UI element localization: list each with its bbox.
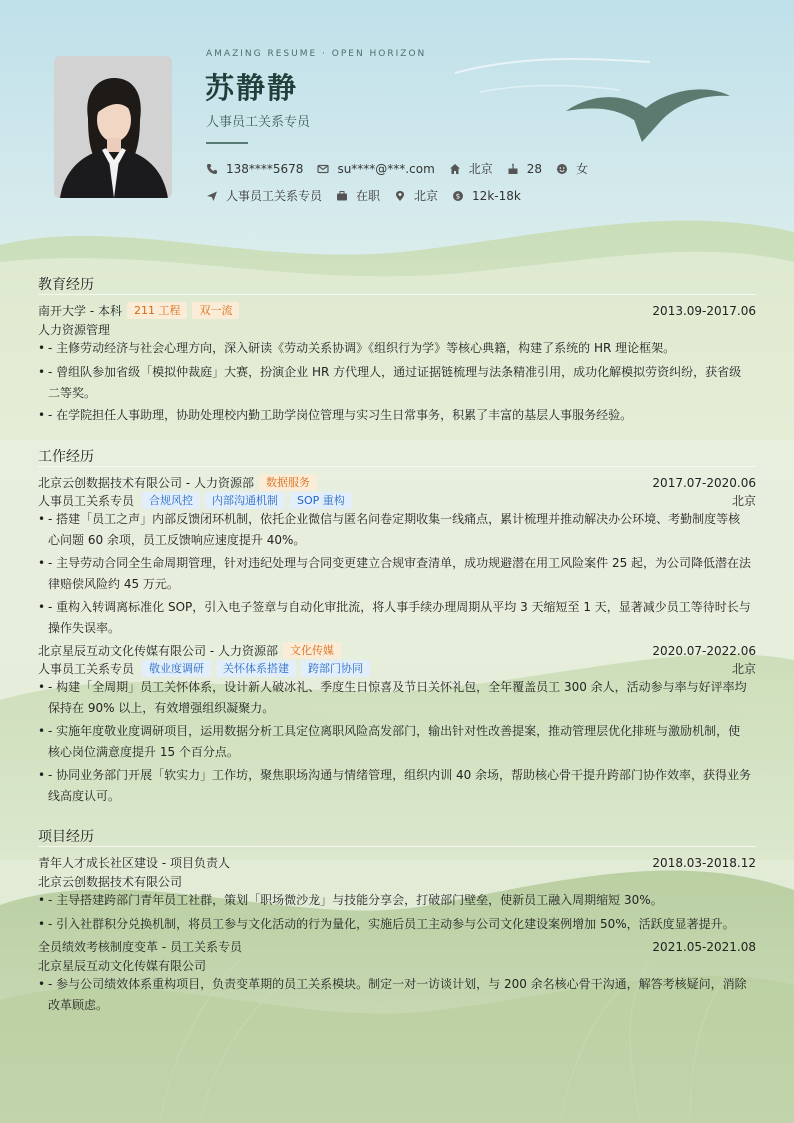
mail-icon <box>317 163 329 175</box>
phone-info <box>206 162 303 176</box>
job-role-row <box>38 492 756 509</box>
job-dates: 2020.07-2022.06 <box>652 643 756 658</box>
job-location: 北京 <box>731 662 756 676</box>
gender-info <box>556 160 588 177</box>
school-tag: 211 工程 <box>127 302 188 319</box>
phone-number: 138****5678 <box>226 161 304 176</box>
work-section-title: 工作经历 <box>38 449 94 465</box>
education-bullet: • - 在学院担任人事助理，协助处理校内勤工助学岗位管理与实习生日常事务，积累了丰富的基层人事服务经验。 <box>38 408 633 422</box>
position-info <box>206 187 322 204</box>
briefcase-icon <box>336 190 348 202</box>
skill-tag: 关怀体系搭建 <box>216 660 296 677</box>
projects-divider <box>38 846 756 847</box>
education-section-title: 教育经历 <box>38 277 94 293</box>
education-dates: 2013.09-2017.06 <box>652 303 756 318</box>
status-info <box>336 187 380 204</box>
coin-icon <box>452 190 464 202</box>
project-dates: 2021.05-2021.08 <box>652 939 756 954</box>
salary-range: 12k-18k <box>472 188 521 203</box>
job-header <box>38 474 756 491</box>
education-bullet: • - 曾组队参加省级「模拟仲裁庭」大赛，扮演企业 HR 方代理人，通过证据链梳理与法条精准引用，成功化解模拟劳资纠纷，获省级二等奖。 <box>38 365 742 400</box>
job-bullet: • - 构建「全周期」员工关怀体系，设计新人破冰礼、季度生日惊喜及节日关怀礼包，全年覆盖员工 300 余人，活动参与率与好评率均保持在 90% 以上，有效增强组织凝聚力。 <box>38 680 747 715</box>
city-info <box>449 160 493 177</box>
candidate-title: 人事员工关系专员 <box>206 115 311 130</box>
job-bullet: • - 主导劳动合同全生命周期管理，针对违纪处理与合同变更建立合规审查清单，成功规避潜在用工风险案件 25 起，为公司降低潜在法律赔偿风险约 45 万元。 <box>38 556 752 591</box>
home-icon <box>449 163 461 175</box>
face-icon <box>556 163 568 175</box>
target-position: 人事员工关系专员 <box>226 189 323 203</box>
skill-tag: 跨部门协同 <box>301 660 370 677</box>
email-address: su****@***.com <box>337 161 435 176</box>
project-header <box>38 938 756 955</box>
job-intent-row <box>206 187 535 204</box>
location-pin-icon <box>394 190 406 202</box>
education-header <box>38 302 756 319</box>
project-org: 北京云创数据技术有限公司 <box>38 875 183 889</box>
project-name: 全员绩效考核制度变革 - 员工关系专员 <box>38 940 242 954</box>
target-city: 北京 <box>414 189 439 203</box>
project-dates: 2018.03-2018.12 <box>652 855 756 870</box>
job-bullet: • - 协同业务部门开展「软实力」工作坊，聚焦职场沟通与情绪管理，组织内训 40 余场，帮助核心骨干提升跨部门协作效率，获得业务线高度认可。 <box>38 768 752 803</box>
target-city-info <box>394 187 438 204</box>
skill-tag: 敬业度调研 <box>142 660 211 677</box>
phone-icon <box>206 163 218 175</box>
salary-info <box>452 189 521 203</box>
skill-tag: 内部沟通机制 <box>205 492 285 509</box>
job-role: 人事员工关系专员 <box>38 494 135 508</box>
email-info <box>317 162 434 176</box>
job-dates: 2017.07-2020.06 <box>652 475 756 490</box>
industry-tag: 数据服务 <box>259 474 317 491</box>
projects-section-title: 项目经历 <box>38 829 94 845</box>
project-name: 青年人才成长社区建设 - 项目负责人 <box>38 856 230 870</box>
company-name: 北京云创数据技术有限公司 - 人力资源部 <box>38 476 254 490</box>
job-header <box>38 642 756 659</box>
company-name: 北京星辰互动文化传媒有限公司 - 人力资源部 <box>38 644 278 658</box>
project-header <box>38 854 756 871</box>
school-tag: 双一流 <box>192 302 239 319</box>
work-divider <box>38 466 756 467</box>
project-bullet: • - 参与公司绩效体系重构项目，负责变革期的员工关系模块。制定一对一访谈计划，与 200 余名核心骨干沟通，解答考核疑问，消除改革顾虑。 <box>38 977 747 1012</box>
project-org: 北京星辰互动文化传媒有限公司 <box>38 959 207 973</box>
job-location: 北京 <box>731 494 756 508</box>
project-bullet: • - 引入社群积分兑换机制，将员工参与文化活动的行为量化，实施后员工主动参与公司文化建设案例增加 50%，活跃度显著提升。 <box>38 917 735 931</box>
job-bullet: • - 搭建「员工之声」内部反馈闭环机制，依托企业微信与匿名问卷定期收集一线痛点，累计梳理并推动解决办公环境、考勤制度等核心问题 60 余项，员工反馈响应速度提升 40%。 <box>38 512 741 547</box>
header-tagline: AMAZING RESUME · OPEN HORIZON <box>206 49 427 59</box>
candidate-name: 苏静静 <box>205 71 299 105</box>
city-value: 北京 <box>468 162 493 176</box>
skill-tag: 合规风控 <box>142 492 200 509</box>
job-role: 人事员工关系专员 <box>38 662 135 676</box>
age-info <box>507 162 542 176</box>
job-bullet: • - 实施年度敬业度调研项目，运用数据分析工具定位离职风险高发部门，输出针对性改善提案，推动管理层优化排班与激励机制，使核心岗位满意度提升 15 个百分点。 <box>38 724 741 759</box>
industry-tag: 文化传媒 <box>283 642 341 659</box>
profile-photo <box>54 56 172 198</box>
education-bullet: • - 主修劳动经济与社会心理方向，深入研读《劳动关系协调》《组织行为学》等核心典籍，构建了系统的 HR 理论框架。 <box>38 341 676 355</box>
contact-row <box>206 160 602 177</box>
gender-value: 女 <box>576 162 589 176</box>
job-role-row <box>38 660 756 677</box>
education-divider <box>38 294 756 295</box>
svg-text:$: $ <box>455 192 461 201</box>
job-bullet: • - 重构入转调离标准化 SOP，引入电子签章与自动化审批流，将人事手续办理周期从平均 3 天缩短至 1 天，显著减少员工等待时长与操作失误率。 <box>38 600 751 635</box>
age-value: 28 <box>526 161 543 176</box>
employment-status: 在职 <box>356 189 381 203</box>
major: 人力资源管理 <box>38 323 111 337</box>
send-icon <box>206 190 218 202</box>
title-divider <box>206 142 248 144</box>
skill-tag: SOP 重构 <box>290 492 352 509</box>
cake-icon <box>507 163 519 175</box>
project-bullet: • - 主导搭建跨部门青年员工社群，策划「职场微沙龙」与技能分享会，打破部门壁垒，使新员工融入周期缩短 30%。 <box>38 893 663 907</box>
school-name: 南开大学 - 本科 <box>38 304 122 318</box>
